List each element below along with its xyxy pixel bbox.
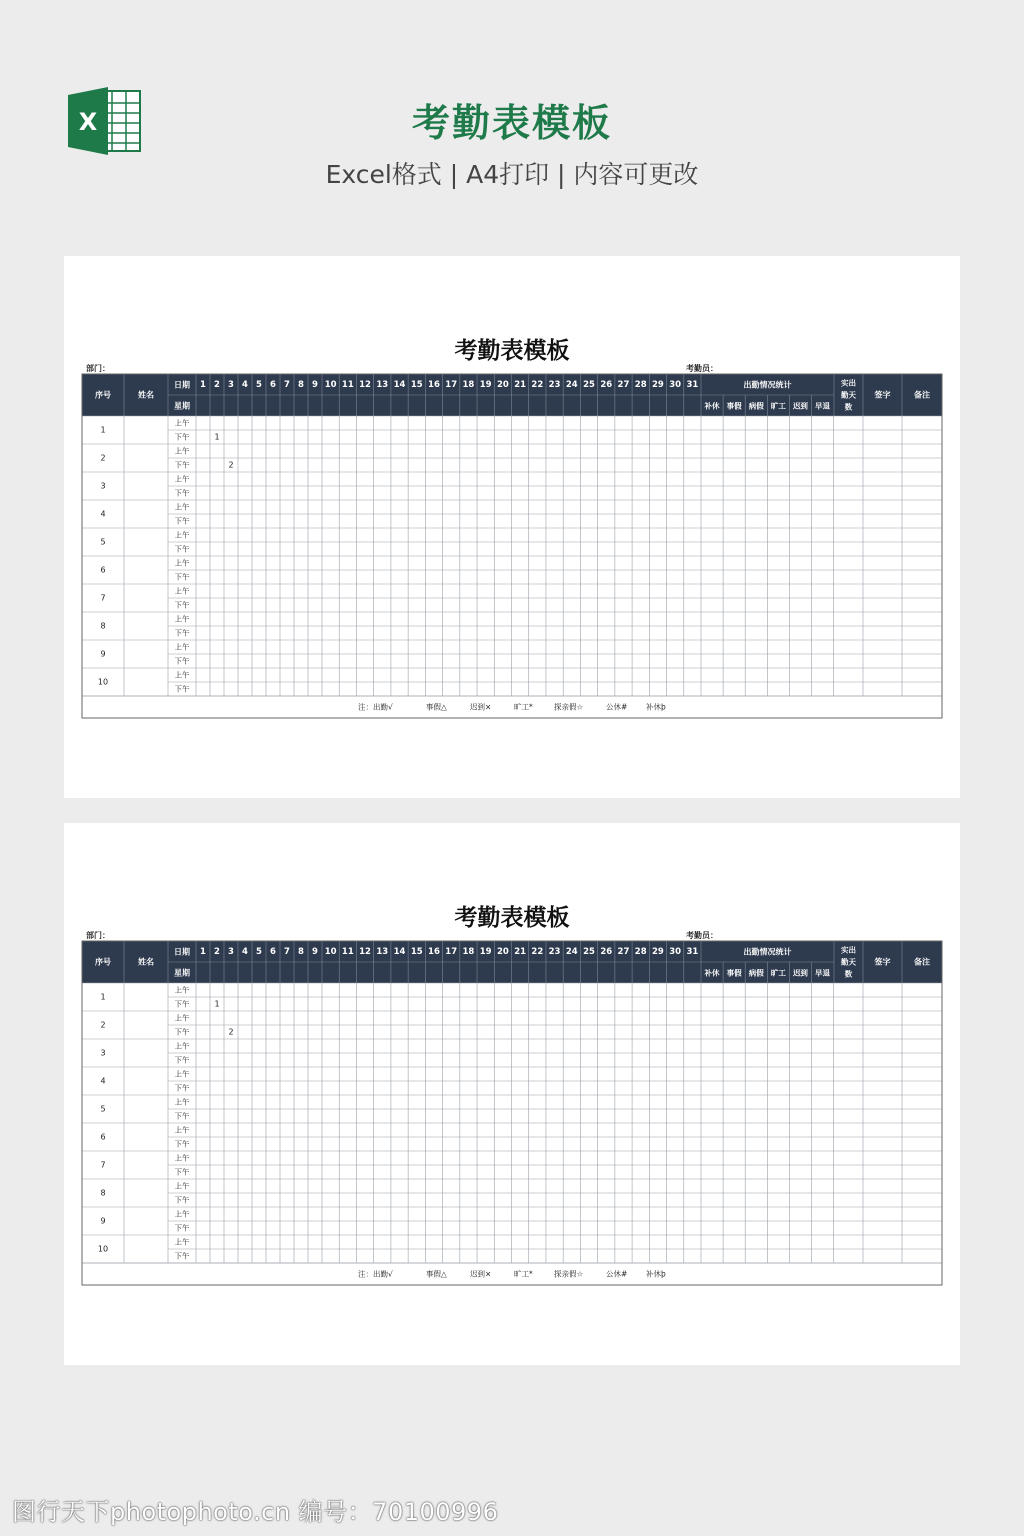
- col-name-header: 姓名: [138, 390, 154, 400]
- day-header: 19: [479, 947, 492, 957]
- day-header: 11: [341, 380, 354, 390]
- col-sign-header: 签字: [874, 390, 891, 400]
- sample-mark: 2: [228, 1027, 234, 1037]
- table-border: [82, 941, 942, 1285]
- legend-row: [82, 696, 942, 718]
- am-label: 上午: [174, 985, 190, 995]
- day-header: 28: [634, 380, 647, 390]
- stats-col-header: 早退: [815, 968, 831, 978]
- am-label: 上午: [174, 474, 190, 484]
- am-label: 上午: [174, 1013, 190, 1023]
- sample-mark: 1: [214, 999, 220, 1009]
- am-label: 上午: [174, 614, 190, 624]
- row-number: 6: [100, 1132, 106, 1142]
- day-header: 15: [410, 947, 423, 957]
- col-sign-header: 签字: [874, 957, 891, 967]
- day-header: 7: [284, 380, 290, 390]
- day-header: 30: [669, 947, 682, 957]
- col-actual-header: 数: [844, 402, 853, 412]
- stats-col-header: 迟到: [792, 401, 808, 411]
- pm-label: 下午: [174, 516, 190, 526]
- stats-col-header: 早退: [815, 401, 831, 411]
- row-number: 5: [100, 1104, 106, 1114]
- day-header: 14: [393, 947, 406, 957]
- day-header: 2: [214, 947, 220, 957]
- sheet-title: 考勤表模板: [454, 905, 570, 931]
- row-number: 10: [97, 677, 109, 687]
- am-label: 上午: [174, 642, 190, 652]
- col-seq-header: 序号: [95, 390, 111, 400]
- day-header: 11: [341, 947, 354, 957]
- pm-label: 下午: [174, 572, 190, 582]
- day-header: 30: [669, 380, 682, 390]
- day-header: 1: [200, 380, 206, 390]
- day-header: 9: [312, 947, 318, 957]
- svg-text:X: X: [78, 108, 98, 136]
- attendance-table: [64, 823, 960, 1365]
- legend-item: 注：出勤√: [358, 1269, 393, 1279]
- am-label: 上午: [174, 670, 190, 680]
- dept-label: 部门：: [86, 931, 110, 940]
- row-number: 9: [100, 649, 106, 659]
- day-header: 28: [634, 947, 647, 957]
- day-header: 18: [462, 947, 475, 957]
- pm-label: 下午: [174, 1223, 190, 1233]
- row-number: 3: [100, 1048, 106, 1058]
- stats-col-header: 旷工: [770, 401, 786, 411]
- col-actual-header: 实出: [841, 945, 856, 955]
- legend-item: 迟到×: [470, 1269, 492, 1279]
- day-header: 22: [531, 947, 544, 957]
- am-label: 上午: [174, 1237, 190, 1247]
- col-name-header: 姓名: [138, 957, 154, 967]
- day-header: 26: [600, 947, 613, 957]
- col-note-header: 备注: [914, 957, 930, 967]
- legend-item: 事假△: [426, 702, 447, 712]
- day-header: 31: [686, 380, 699, 390]
- row-number: 8: [100, 1188, 106, 1198]
- am-label: 上午: [174, 1069, 190, 1079]
- row-number: 3: [100, 481, 106, 491]
- row-number: 9: [100, 1216, 106, 1226]
- day-header: 7: [284, 947, 290, 957]
- attendance-sheet-1: [64, 256, 960, 798]
- day-header: 18: [462, 380, 475, 390]
- stats-col-header: 补休: [704, 401, 720, 411]
- am-label: 上午: [174, 558, 190, 568]
- dept-label: 部门：: [86, 364, 110, 373]
- day-header: 6: [270, 947, 276, 957]
- pm-label: 下午: [174, 1111, 190, 1121]
- legend-item: 补休þ: [646, 1269, 666, 1279]
- day-header: 8: [298, 380, 304, 390]
- table-border: [82, 374, 942, 718]
- sample-mark: 1: [214, 432, 220, 442]
- day-header: 25: [583, 947, 595, 957]
- pm-label: 下午: [174, 544, 190, 554]
- legend-item: 注：出勤√: [358, 702, 393, 712]
- day-header: 29: [652, 947, 664, 957]
- day-header: 10: [324, 380, 337, 390]
- pm-label: 下午: [174, 460, 190, 470]
- am-label: 上午: [174, 418, 190, 428]
- col-actual-header: 实出: [841, 378, 856, 388]
- checker-label: 考勤员：: [686, 931, 718, 940]
- col-date-header: 日期: [174, 947, 190, 957]
- day-header: 15: [410, 380, 423, 390]
- pm-label: 下午: [174, 999, 190, 1009]
- row-number: 7: [100, 1160, 106, 1170]
- day-header: 20: [496, 947, 509, 957]
- legend-item: 探亲假☆: [554, 1269, 584, 1279]
- stats-group-header: 出勤情况统计: [743, 380, 792, 390]
- day-header: 21: [514, 380, 527, 390]
- day-header: 10: [324, 947, 337, 957]
- day-header: 24: [565, 380, 578, 390]
- pm-label: 下午: [174, 432, 190, 442]
- day-header: 13: [376, 947, 389, 957]
- sample-mark: 2: [228, 460, 234, 470]
- row-number: 5: [100, 537, 106, 547]
- legend-item: 旷工*: [514, 1269, 533, 1279]
- stats-col-header: 补休: [704, 968, 720, 978]
- pm-label: 下午: [174, 684, 190, 694]
- day-header: 29: [652, 380, 664, 390]
- stats-col-header: 事假: [726, 968, 742, 978]
- legend-row: [82, 1263, 942, 1285]
- day-header: 21: [514, 947, 527, 957]
- col-note-header: 备注: [914, 390, 930, 400]
- watermark-text: 图行天下photophoto.cn 编号：70100996: [12, 1498, 499, 1526]
- day-header: 24: [565, 947, 578, 957]
- day-header: 12: [359, 947, 371, 957]
- day-header: 22: [531, 380, 544, 390]
- am-label: 上午: [174, 1097, 190, 1107]
- stats-col-header: 旷工: [770, 968, 786, 978]
- legend-item: 公休#: [606, 702, 628, 712]
- day-header: 5: [256, 380, 262, 390]
- col-actual-header: 数: [844, 969, 853, 979]
- row-number: 2: [100, 453, 106, 463]
- pm-label: 下午: [174, 1027, 190, 1037]
- stats-col-header: 迟到: [792, 968, 808, 978]
- day-header: 25: [583, 380, 595, 390]
- row-number: 8: [100, 621, 106, 631]
- attendance-sheet-2: [64, 823, 960, 1365]
- am-label: 上午: [174, 502, 190, 512]
- stats-col-header: 事假: [726, 401, 742, 411]
- stats-col-header: 病假: [748, 401, 764, 411]
- day-header: 16: [428, 947, 440, 957]
- day-header: 5: [256, 947, 262, 957]
- am-label: 上午: [174, 530, 190, 540]
- day-header: 17: [445, 380, 458, 390]
- pm-label: 下午: [174, 488, 190, 498]
- am-label: 上午: [174, 1041, 190, 1051]
- row-number: 2: [100, 1020, 106, 1030]
- col-week-header: 星期: [174, 968, 190, 978]
- stats-group-header: 出勤情况统计: [743, 947, 792, 957]
- day-header: 20: [496, 380, 509, 390]
- day-header: 6: [270, 380, 276, 390]
- row-number: 1: [100, 425, 106, 435]
- day-header: 19: [479, 380, 492, 390]
- day-header: 12: [359, 380, 371, 390]
- legend-item: 探亲假☆: [554, 702, 584, 712]
- pm-label: 下午: [174, 1139, 190, 1149]
- am-label: 上午: [174, 1153, 190, 1163]
- day-header: 3: [228, 380, 234, 390]
- attendance-table: [64, 256, 960, 798]
- row-number: 6: [100, 565, 106, 575]
- pm-label: 下午: [174, 656, 190, 666]
- stats-col-header: 病假: [748, 968, 764, 978]
- day-header: 4: [242, 380, 248, 390]
- am-label: 上午: [174, 1181, 190, 1191]
- row-number: 1: [100, 992, 106, 1002]
- day-header: 16: [428, 380, 440, 390]
- legend-item: 旷工*: [514, 702, 533, 712]
- pm-label: 下午: [174, 1195, 190, 1205]
- sheet-title: 考勤表模板: [454, 338, 570, 364]
- pm-label: 下午: [174, 1167, 190, 1177]
- day-header: 13: [376, 380, 389, 390]
- day-header: 23: [548, 380, 561, 390]
- day-header: 17: [445, 947, 458, 957]
- legend-item: 补休þ: [646, 702, 666, 712]
- day-header: 8: [298, 947, 304, 957]
- legend-item: 迟到×: [470, 702, 492, 712]
- am-label: 上午: [174, 1125, 190, 1135]
- pm-label: 下午: [174, 1083, 190, 1093]
- day-header: 4: [242, 947, 248, 957]
- row-number: 7: [100, 593, 106, 603]
- row-number: 10: [97, 1244, 109, 1254]
- pm-label: 下午: [174, 628, 190, 638]
- day-header: 26: [600, 380, 613, 390]
- day-header: 14: [393, 380, 406, 390]
- legend-item: 事假△: [426, 1269, 447, 1279]
- day-header: 31: [686, 947, 699, 957]
- page-title: 考勤表模板: [411, 101, 612, 145]
- row-number: 4: [100, 1076, 106, 1086]
- day-header: 27: [617, 380, 630, 390]
- day-header: 3: [228, 947, 234, 957]
- legend-item: 公休#: [606, 1269, 628, 1279]
- am-label: 上午: [174, 1209, 190, 1219]
- row-number: 4: [100, 509, 106, 519]
- col-actual-header: 勤天: [841, 390, 856, 400]
- page-subtitle: Excel格式 | A4打印 | 内容可更改: [325, 160, 699, 189]
- pm-label: 下午: [174, 1055, 190, 1065]
- pm-label: 下午: [174, 600, 190, 610]
- col-date-header: 日期: [174, 380, 190, 390]
- am-label: 上午: [174, 446, 190, 456]
- day-header: 9: [312, 380, 318, 390]
- col-seq-header: 序号: [95, 957, 111, 967]
- col-week-header: 星期: [174, 401, 190, 411]
- col-actual-header: 勤天: [841, 957, 856, 967]
- day-header: 1: [200, 947, 206, 957]
- day-header: 27: [617, 947, 630, 957]
- am-label: 上午: [174, 586, 190, 596]
- pm-label: 下午: [174, 1251, 190, 1261]
- checker-label: 考勤员：: [686, 364, 718, 373]
- day-header: 2: [214, 380, 220, 390]
- day-header: 23: [548, 947, 561, 957]
